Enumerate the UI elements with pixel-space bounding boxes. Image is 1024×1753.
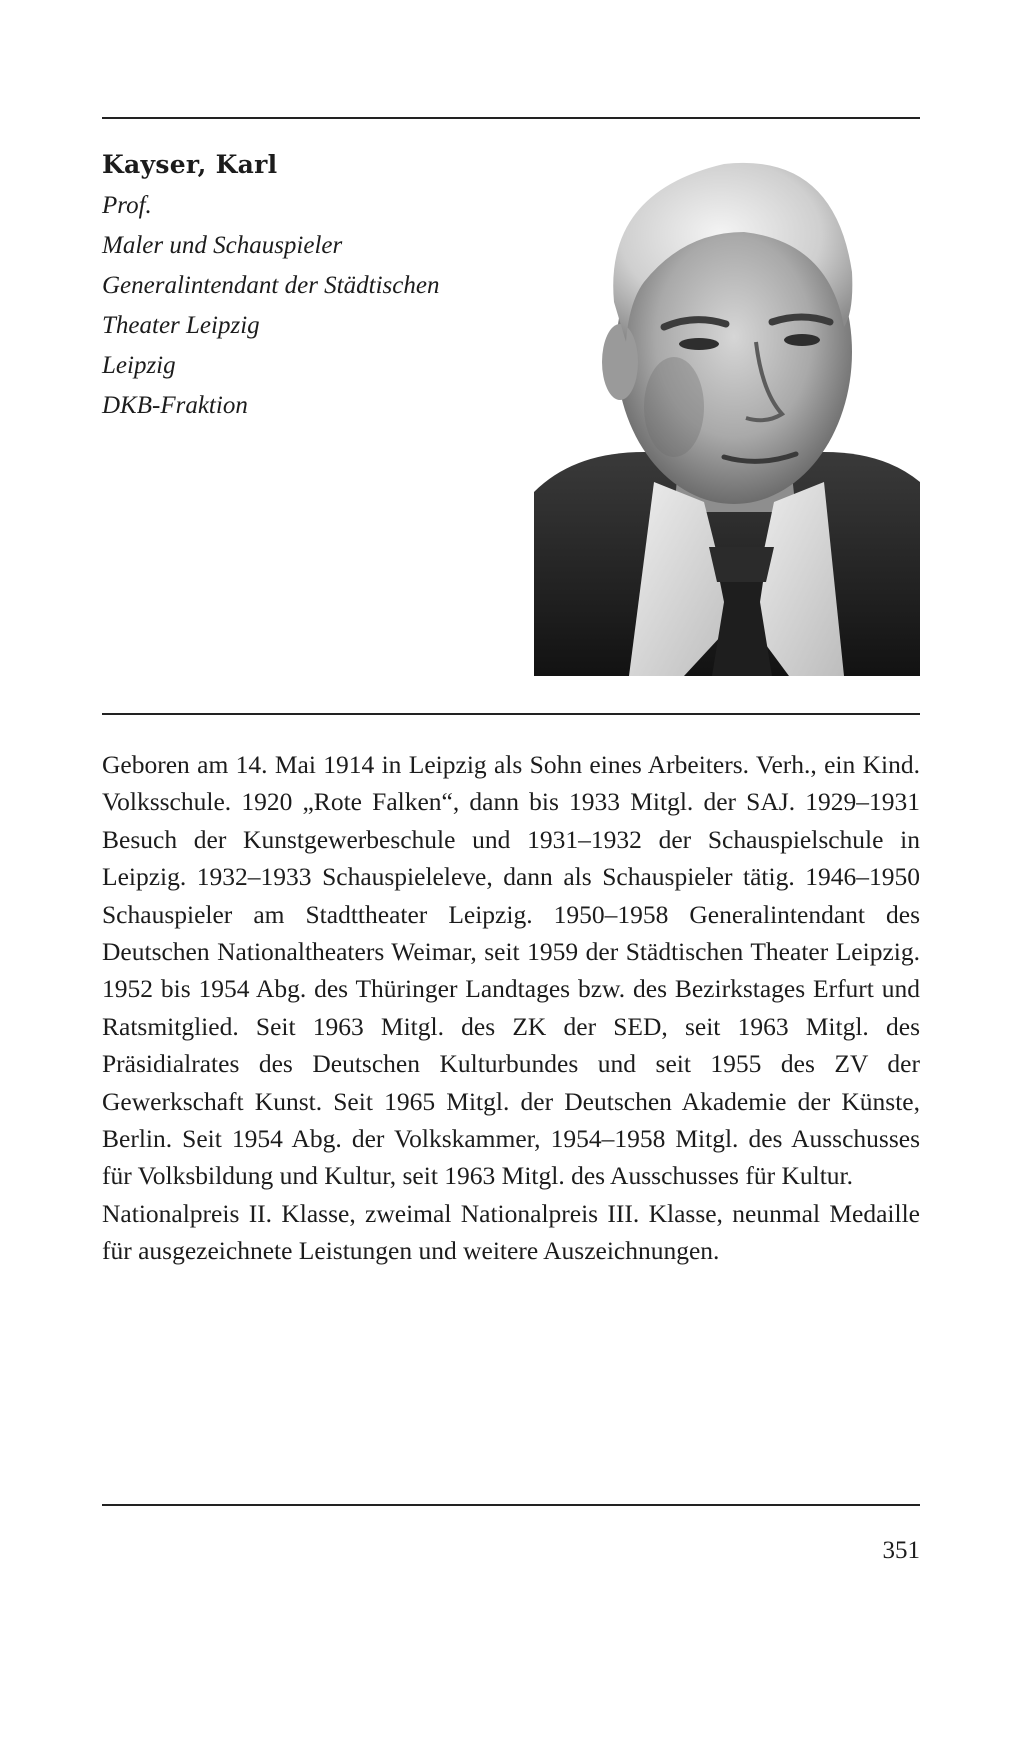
- entry-title: Prof.: [102, 192, 152, 219]
- middle-divider: [102, 713, 920, 715]
- entry-location: Leipzig: [102, 352, 176, 379]
- portrait-photo: [534, 152, 920, 676]
- biography-paragraph-awards: Nationalpreis II. Klasse, zweimal Nationalpreis III. Klasse, neunmal Medaille für ausgezeichnete Leistungen und weitere Auszeichnungen.: [102, 1198, 920, 1266]
- portrait-illustration: [534, 152, 920, 676]
- entry-profession: Maler und Schauspieler: [102, 232, 343, 259]
- biography: [102, 746, 920, 1270]
- entry-position-line-1: Generalintendant der Städtischen: [102, 272, 440, 299]
- entry-name: Kayser, Karl: [102, 150, 278, 179]
- entry-header: [102, 148, 522, 426]
- page-number: 351: [882, 1537, 920, 1564]
- entry-position-line-2: Theater Leipzig: [102, 312, 260, 339]
- biography-paragraph-career: Geboren am 14. Mai 1914 in Leipzig als Sohn eines Arbeiters. Verh., ein Kind. Volksschule. 1920 „Rote Falken“, dann bis 1933 Mitgl. der SAJ. 1929–1931 Besuch der Kunstgewerbeschule und 1931–1932 der Schauspielschule in Leipzig. 1932–1933 Schauspieleleve, dann als Schauspieler tätig. 1946–1950 Schauspieler am Stadttheater Leipzig. 1950–1958 Generalintendant des Deutschen Nationaltheaters Weimar, seit 1959 der Städtischen Theater Leipzig. 1952 bis 1954 Abg. des Thüringer Landtages bzw. des Bezirkstages Erfurt und Ratsmitglied. Seit 1963 Mitgl. des ZK der SED, seit 1963 Mitgl. des Präsidialrates des Deutschen Kulturbundes und seit 1955 des ZV der Gewerkschaft Kunst. Seit 1965 Mitgl. der Deutschen Akademie der Künste, Berlin. Seit 1954 Abg. der Volkskammer, 1954–1958 Mitgl. des Ausschusses für Volksbildung und Kultur, seit 1963 Mitgl. des Ausschusses für Kultur.: [102, 750, 920, 1191]
- top-divider: [102, 117, 920, 119]
- entry-faction: DKB-Fraktion: [102, 392, 248, 419]
- bottom-divider: [102, 1504, 920, 1506]
